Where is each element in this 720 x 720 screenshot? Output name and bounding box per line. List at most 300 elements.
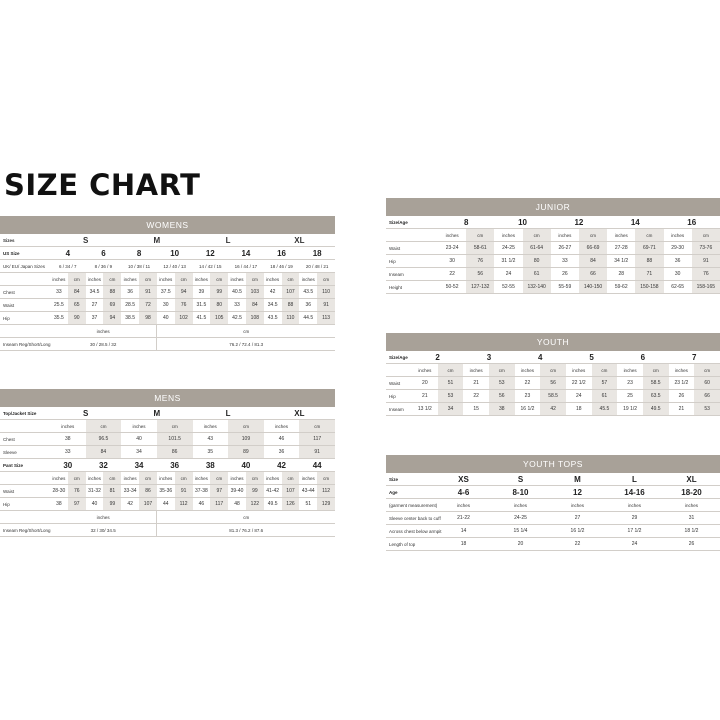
junior-inseam-label: Inseam [386, 268, 438, 281]
mens-inseam-units-row [0, 511, 335, 524]
mens-inseam-row [0, 524, 335, 537]
value-cell: 43 [193, 433, 229, 446]
unit-inches: inches [663, 499, 720, 512]
youth-tops-length-label: Length of top [386, 538, 435, 551]
youth-tops-age: 14-16 [606, 486, 663, 499]
value-cell: 86 [157, 446, 193, 459]
mens-waist-label: Waist [0, 485, 50, 498]
value-cell: 15 1/4 [492, 525, 549, 538]
value-cell: 29 [606, 512, 663, 525]
womens-table [0, 234, 335, 351]
value-cell: 43.5 [299, 286, 317, 299]
womens-header: WOMENS [0, 216, 335, 234]
value-cell: 55-59 [551, 281, 579, 294]
unit-cm: cm [210, 472, 228, 485]
unit-cm: cm [157, 420, 193, 433]
value-cell: 23 [617, 377, 643, 390]
value-cell: 80 [210, 299, 228, 312]
value-cell: 24-25 [494, 242, 522, 255]
womens-sizes-label: Sizes [0, 234, 50, 247]
unit-cm: cm [282, 472, 300, 485]
unit-inches: inches [50, 325, 157, 338]
youth-tops-header: YOUTH TOPS [386, 455, 720, 473]
womens-waist-row [0, 299, 335, 312]
unit-cm: cm [246, 273, 264, 286]
value-cell: 40 [86, 498, 104, 511]
mens-table [0, 407, 335, 537]
unit-inches: inches [494, 229, 522, 242]
youth-tops-age-label: Age [386, 486, 435, 499]
value-cell: 110 [317, 286, 335, 299]
value-cell: 38 [50, 498, 68, 511]
value-cell: 26 [669, 390, 695, 403]
value-cell: 107 [282, 485, 300, 498]
youth-panel [386, 333, 720, 416]
value-cell: 40 [157, 312, 175, 325]
womens-letter: S [50, 234, 121, 247]
mens-panel [0, 389, 335, 537]
unit-inches: inches [463, 364, 489, 377]
junior-height-label: Height [386, 281, 438, 294]
value-cell: 23 [515, 390, 541, 403]
value-cell: 17 1/2 [606, 525, 663, 538]
value-cell: 90 [68, 312, 86, 325]
unit-cm: cm [86, 420, 122, 433]
value-cell: 127-132 [466, 281, 494, 294]
value-cell: 60 [694, 377, 720, 390]
value-cell: 36 [121, 286, 139, 299]
value-cell: 23 1/2 [669, 377, 695, 390]
youth-size: 7 [669, 351, 720, 364]
unit-inches: inches [515, 364, 541, 377]
mens-sleeve-label: Sleeve [0, 446, 50, 459]
unit-cm: cm [282, 273, 300, 286]
unit-inches: inches [121, 273, 139, 286]
mens-pant-size-row [0, 459, 335, 472]
unit-inches: inches [264, 420, 300, 433]
value-cell: 34.5 [264, 299, 282, 312]
mens-pant-size: 34 [121, 459, 157, 472]
youth-tops-length-row [386, 538, 720, 551]
unit-cm: cm [228, 420, 264, 433]
youth-tops-age: 8-10 [492, 486, 549, 499]
value-cell: 30 [438, 255, 466, 268]
womens-letter: M [121, 234, 192, 247]
unit-inches: inches [228, 273, 246, 286]
mens-pant-units-row [0, 472, 335, 485]
value-cell: 26 [551, 268, 579, 281]
value-cell: 33 [50, 446, 86, 459]
unit-cm: cm [139, 273, 157, 286]
junior-waist-label: Waist [386, 242, 438, 255]
value-cell: 30 [664, 268, 692, 281]
junior-size: 8 [438, 216, 494, 229]
value-cell: 42 [540, 403, 566, 416]
unit-inches: inches [50, 273, 68, 286]
junior-size: 14 [607, 216, 663, 229]
womens-inseam-cm: 76.2 / 72.4 / 81.3 [157, 338, 335, 351]
junior-size: 16 [664, 216, 720, 229]
value-cell: 140-150 [579, 281, 607, 294]
mens-top-label: Top/Jacket Size [0, 407, 50, 420]
mens-inseam-label: Inseam Reg/Short/Long [0, 524, 50, 537]
unit-inches: inches [50, 420, 86, 433]
value-cell: 76 [175, 299, 193, 312]
womens-panel [0, 216, 335, 351]
value-cell: 50-52 [438, 281, 466, 294]
youth-tops-units-row [386, 499, 720, 512]
youth-tops-age-row [386, 486, 720, 499]
value-cell: 20 [492, 538, 549, 551]
youth-tops-size: XL [663, 473, 720, 486]
unit-cm: cm [246, 472, 264, 485]
youth-tops-age: 18-20 [663, 486, 720, 499]
value-cell: 44.5 [299, 312, 317, 325]
value-cell: 102 [175, 312, 193, 325]
youth-size-label: Size/Age [386, 351, 412, 364]
value-cell: 33 [551, 255, 579, 268]
value-cell: 45.5 [592, 403, 618, 416]
unit-cm: cm [139, 472, 157, 485]
mens-letter: L [193, 407, 264, 420]
value-cell: 109 [228, 433, 264, 446]
value-cell: 51 [299, 498, 317, 511]
value-cell: 59-62 [607, 281, 635, 294]
value-cell: 18 [566, 403, 592, 416]
value-cell: 33-34 [121, 485, 139, 498]
value-cell: 57 [592, 377, 618, 390]
value-cell: 34 [121, 446, 157, 459]
youth-tops-table [386, 473, 720, 551]
value-cell: 58.5 [643, 377, 669, 390]
value-cell: 53 [694, 403, 720, 416]
youth-header: YOUTH [386, 333, 720, 351]
value-cell: 94 [175, 286, 193, 299]
youth-tops-size: XS [435, 473, 492, 486]
unit-cm: cm [489, 364, 515, 377]
value-cell: 117 [299, 433, 335, 446]
value-cell: 56 [466, 268, 494, 281]
unit-cm: cm [523, 229, 551, 242]
womens-us-size: 16 [264, 247, 300, 260]
unit-inches: inches [492, 499, 549, 512]
value-cell: 37 [86, 312, 104, 325]
value-cell: 84 [68, 286, 86, 299]
value-cell: 84 [579, 255, 607, 268]
mens-letter: S [50, 407, 121, 420]
value-cell: 23-24 [438, 242, 466, 255]
value-cell: 22 [463, 390, 489, 403]
value-cell: 132-140 [523, 281, 551, 294]
youth-tops-across-label: Across chest below armpit [386, 525, 435, 538]
junior-hip-row [386, 255, 720, 268]
value-cell: 20 [412, 377, 438, 390]
value-cell: 69-71 [635, 242, 663, 255]
value-cell: 53 [489, 377, 515, 390]
value-cell: 66 [694, 390, 720, 403]
unit-cm: cm [692, 229, 720, 242]
unit-cm: cm [157, 511, 335, 524]
junior-panel [386, 198, 720, 294]
womens-inseam-label: Inseam Reg/Short/Long [0, 338, 50, 351]
value-cell: 22 [549, 538, 606, 551]
youth-hip-label: Hip [386, 390, 412, 403]
womens-us-row [0, 247, 335, 260]
value-cell: 21-22 [435, 512, 492, 525]
value-cell: 91 [299, 446, 335, 459]
value-cell: 38 [489, 403, 515, 416]
womens-us-size: 8 [121, 247, 157, 260]
womens-units-row [0, 273, 335, 286]
value-cell: 52-55 [494, 281, 522, 294]
unit-inches: inches [86, 472, 104, 485]
value-cell: 35.5 [50, 312, 68, 325]
value-cell: 58.5 [540, 390, 566, 403]
unit-inches: inches [86, 273, 104, 286]
value-cell: 22 [438, 268, 466, 281]
junior-table [386, 216, 720, 294]
value-cell: 21 [669, 403, 695, 416]
womens-uk-size: 16 / 44 / 17 [228, 260, 264, 273]
value-cell: 38.5 [121, 312, 139, 325]
value-cell: 99 [210, 286, 228, 299]
mens-pant-size: 30 [50, 459, 86, 472]
youth-tops-age: 12 [549, 486, 606, 499]
value-cell: 41.5 [193, 312, 211, 325]
value-cell: 18 1/2 [663, 525, 720, 538]
value-cell: 94 [103, 312, 121, 325]
mens-hip-row [0, 498, 335, 511]
value-cell: 39 [193, 286, 211, 299]
mens-pant-size: 36 [157, 459, 193, 472]
value-cell: 65 [68, 299, 86, 312]
value-cell: 71 [635, 268, 663, 281]
value-cell: 62-65 [664, 281, 692, 294]
youth-size: 5 [566, 351, 617, 364]
youth-tops-size-row [386, 473, 720, 486]
unit-inches: inches [607, 229, 635, 242]
youth-size: 6 [617, 351, 668, 364]
value-cell: 13 1/2 [412, 403, 438, 416]
womens-uk-size: 18 / 46 / 19 [264, 260, 300, 273]
junior-waist-row [386, 242, 720, 255]
value-cell: 35 [193, 446, 229, 459]
value-cell: 99 [246, 485, 264, 498]
mens-header: MENS [0, 389, 335, 407]
mens-sleeve-row [0, 446, 335, 459]
unit-inches: inches [438, 229, 466, 242]
value-cell: 66-69 [579, 242, 607, 255]
value-cell: 112 [317, 485, 335, 498]
value-cell: 112 [175, 498, 193, 511]
value-cell: 98 [139, 312, 157, 325]
value-cell: 24 [494, 268, 522, 281]
value-cell: 56 [489, 390, 515, 403]
youth-tops-size: L [606, 473, 663, 486]
value-cell: 76 [466, 255, 494, 268]
value-cell: 33 [50, 286, 68, 299]
value-cell: 113 [317, 312, 335, 325]
value-cell: 24 [606, 538, 663, 551]
value-cell: 14 [435, 525, 492, 538]
value-cell: 97 [68, 498, 86, 511]
unit-inches: inches [228, 472, 246, 485]
value-cell: 73-76 [692, 242, 720, 255]
youth-tops-size-label: Size [386, 473, 435, 486]
value-cell: 36 [664, 255, 692, 268]
value-cell: 76 [68, 485, 86, 498]
value-cell: 28 [607, 268, 635, 281]
value-cell: 101.5 [157, 433, 193, 446]
value-cell: 31 1/2 [494, 255, 522, 268]
value-cell: 66 [579, 268, 607, 281]
value-cell: 84 [86, 446, 122, 459]
unit-cm: cm [438, 364, 464, 377]
junior-inseam-row [386, 268, 720, 281]
value-cell: 34 [438, 403, 464, 416]
unit-inches: inches [669, 364, 695, 377]
value-cell: 16 1/2 [549, 525, 606, 538]
womens-us-size: 6 [86, 247, 122, 260]
value-cell: 88 [103, 286, 121, 299]
value-cell: 96.5 [86, 433, 122, 446]
value-cell: 158-165 [692, 281, 720, 294]
value-cell: 42.5 [228, 312, 246, 325]
womens-hip-label: Hip [0, 312, 50, 325]
youth-tops-size: S [492, 473, 549, 486]
junior-height-row [386, 281, 720, 294]
value-cell: 22 1/2 [566, 377, 592, 390]
mens-pant-size: 44 [299, 459, 335, 472]
value-cell: 69 [103, 299, 121, 312]
youth-hip-row [386, 390, 720, 403]
womens-chest-label: Chest [0, 286, 50, 299]
unit-inches: inches [551, 229, 579, 242]
mens-top-size-row [0, 407, 335, 420]
value-cell: 126 [282, 498, 300, 511]
unit-inches: inches [299, 273, 317, 286]
womens-uk-size: 6 / 34 / 7 [50, 260, 86, 273]
youth-table [386, 351, 720, 416]
value-cell: 117 [210, 498, 228, 511]
value-cell: 107 [139, 498, 157, 511]
value-cell: 88 [635, 255, 663, 268]
mens-pant-size: 40 [228, 459, 264, 472]
unit-inches: inches [299, 472, 317, 485]
youth-tops-sleeve-label: Sleeve center back to cuff [386, 512, 435, 525]
value-cell: 88 [282, 299, 300, 312]
value-cell: 56 [540, 377, 566, 390]
value-cell: 28-30 [50, 485, 68, 498]
junior-size-label: Size/Age [386, 216, 438, 229]
unit-cm: cm [175, 472, 193, 485]
youth-tops-sleeve-row [386, 512, 720, 525]
value-cell: 28.5 [121, 299, 139, 312]
mens-hip-label: Hip [0, 498, 50, 511]
womens-inseam-inches: 30 / 28.5 / 32 [50, 338, 157, 351]
mens-pant-size: 38 [193, 459, 229, 472]
junior-header: JUNIOR [386, 198, 720, 216]
womens-inseam-units-row [0, 325, 335, 338]
mens-letter: M [121, 407, 192, 420]
value-cell: 107 [282, 286, 300, 299]
value-cell: 48 [228, 498, 246, 511]
mens-waist-row [0, 485, 335, 498]
value-cell: 37-38 [193, 485, 211, 498]
mens-pant-size: 32 [86, 459, 122, 472]
unit-cm: cm [643, 364, 669, 377]
womens-uk-size: 8 / 36 / 9 [86, 260, 122, 273]
womens-inseam-row [0, 338, 335, 351]
value-cell: 18 [435, 538, 492, 551]
unit-inches: inches [157, 472, 175, 485]
value-cell: 86 [139, 485, 157, 498]
unit-inches: inches [412, 364, 438, 377]
value-cell: 42 [121, 498, 139, 511]
value-cell: 91 [139, 286, 157, 299]
value-cell: 41-42 [264, 485, 282, 498]
junior-size-row [386, 216, 720, 229]
unit-cm: cm [157, 325, 335, 338]
youth-inseam-label: Inseam [386, 403, 412, 416]
junior-units-row [386, 229, 720, 242]
unit-cm: cm [68, 273, 86, 286]
value-cell: 25.5 [50, 299, 68, 312]
mens-top-units-row [0, 420, 335, 433]
value-cell: 35-36 [157, 485, 175, 498]
mens-chest-label: Chest [0, 433, 50, 446]
womens-us-size: 4 [50, 247, 86, 260]
value-cell: 19 1/2 [617, 403, 643, 416]
value-cell: 22 [515, 377, 541, 390]
value-cell: 91 [175, 485, 193, 498]
mens-chest-row [0, 433, 335, 446]
youth-size: 2 [412, 351, 463, 364]
value-cell: 108 [246, 312, 264, 325]
youth-size: 3 [463, 351, 514, 364]
unit-inches: inches [50, 472, 68, 485]
value-cell: 97 [210, 485, 228, 498]
youth-tops-size: M [549, 473, 606, 486]
unit-cm: cm [592, 364, 618, 377]
value-cell: 129 [317, 498, 335, 511]
value-cell: 91 [692, 255, 720, 268]
unit-cm: cm [317, 472, 335, 485]
value-cell: 34.5 [86, 286, 104, 299]
unit-inches: inches [566, 364, 592, 377]
value-cell: 61 [523, 268, 551, 281]
value-cell: 80 [523, 255, 551, 268]
value-cell: 150-158 [635, 281, 663, 294]
value-cell: 72 [139, 299, 157, 312]
unit-cm: cm [210, 273, 228, 286]
value-cell: 36 [299, 299, 317, 312]
womens-letter: L [193, 234, 264, 247]
value-cell: 99 [103, 498, 121, 511]
mens-inseam-cm: 81.3 / 76.2 / 87.6 [157, 524, 335, 537]
unit-cm: cm [694, 364, 720, 377]
unit-cm: cm [635, 229, 663, 242]
value-cell: 49.5 [643, 403, 669, 416]
unit-inches: inches [617, 364, 643, 377]
unit-inches: inches [264, 273, 282, 286]
junior-size: 12 [551, 216, 607, 229]
value-cell: 61-64 [523, 242, 551, 255]
value-cell: 33 [228, 299, 246, 312]
value-cell: 58-61 [466, 242, 494, 255]
womens-letter-row [0, 234, 335, 247]
value-cell: 15 [463, 403, 489, 416]
